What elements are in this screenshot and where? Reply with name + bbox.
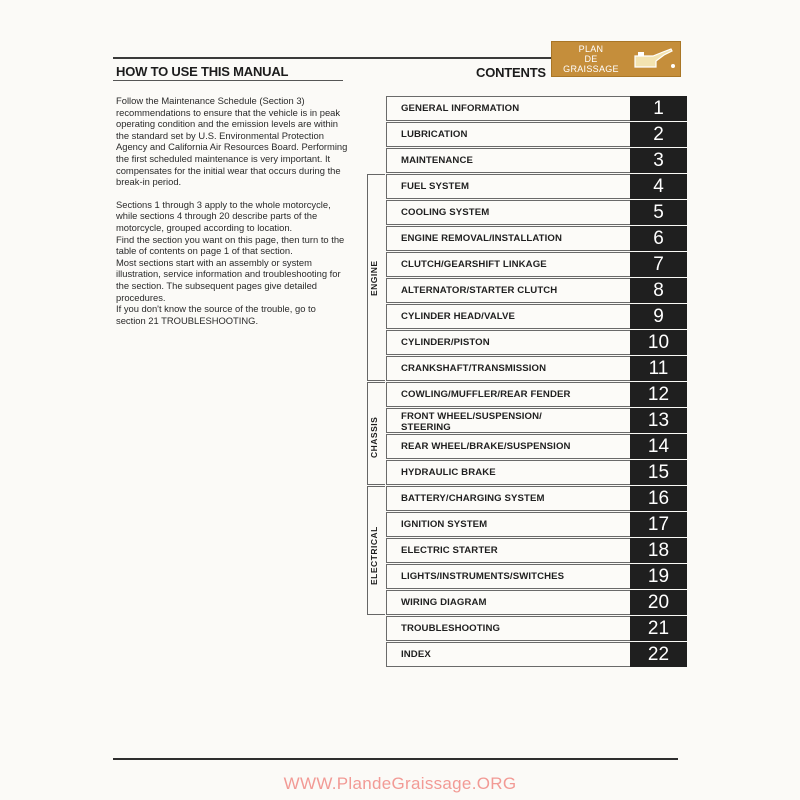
toc-label-line: HYDRAULIC BRAKE — [401, 467, 496, 478]
toc-section-label — [401, 259, 547, 270]
toc-section-label — [401, 571, 564, 582]
paragraph-troubleshooting: If you don't know the source of the trouble, go to section 21 TROUBLESHOOTING. — [116, 303, 316, 326]
toc-row[interactable] — [386, 616, 631, 641]
section-number: 2 — [653, 124, 664, 145]
section-number-tab[interactable] — [630, 434, 687, 459]
toc-section-label — [401, 103, 519, 114]
toc-label-line: BATTERY/CHARGING SYSTEM — [401, 493, 545, 504]
chassis-bracket — [367, 382, 368, 484]
toc-row[interactable] — [386, 122, 631, 147]
toc-row[interactable] — [386, 408, 631, 433]
section-number-tab[interactable] — [630, 486, 687, 511]
section-number: 20 — [647, 592, 670, 613]
toc-section-label — [401, 181, 469, 192]
toc-section-label — [401, 155, 473, 166]
toc-section-label — [401, 285, 557, 296]
section-number-tab[interactable] — [630, 512, 687, 537]
toc-label-line: ELECTRIC STARTER — [401, 545, 498, 556]
toc-label-line: COOLING SYSTEM — [401, 207, 490, 218]
how-to-use-title: HOW TO USE THIS MANUAL — [116, 64, 289, 79]
toc-label-line: STEERING — [401, 422, 451, 433]
toc-row[interactable] — [386, 252, 631, 277]
electrical-bracket-top — [367, 486, 385, 487]
toc-label-line: LIGHTS/INSTRUMENTS/SWITCHES — [401, 571, 565, 582]
toc-section-label — [401, 597, 487, 608]
toc-section-label — [401, 311, 515, 322]
toc-label-line: COWLING/MUFFLER/REAR FENDER — [401, 389, 571, 400]
toc-label-line: ENGINE REMOVAL/INSTALLATION — [401, 233, 562, 244]
electrical-bracket — [367, 486, 368, 614]
toc-section-label — [401, 389, 571, 400]
toc-section-label — [401, 207, 489, 218]
toc-row[interactable] — [386, 564, 631, 589]
toc-row[interactable] — [386, 642, 631, 667]
toc-section-label — [401, 441, 571, 452]
toc-section-label — [401, 363, 546, 374]
toc-row[interactable] — [386, 356, 631, 381]
toc-row[interactable] — [386, 538, 631, 563]
section-number: 15 — [647, 462, 670, 483]
toc-row[interactable] — [386, 200, 631, 225]
paragraph-schedule: Follow the Maintenance Schedule (Section 3) recommendations to ensure that the vehicle is in peak operating condition and the emission levels are within the standard set by U.S. Environmental Protection Agency and California Air Resources Board. Performing the first scheduled maintenance is very important. It compensates for the initial wear that occurs during the break-in period. — [116, 95, 348, 188]
section-number-tab[interactable] — [630, 330, 687, 355]
title-underline — [113, 80, 343, 81]
toc-section-label — [401, 411, 542, 433]
toc-label-line: MAINTENANCE — [401, 155, 473, 166]
toc-section-label — [401, 467, 496, 478]
section-number-tab[interactable] — [630, 642, 687, 667]
footer-url[interactable]: WWW.PlandeGraissage.ORG — [283, 774, 517, 793]
section-number: 21 — [647, 618, 670, 639]
toc-section-label — [401, 519, 487, 530]
section-number: 12 — [647, 384, 670, 405]
toc-row[interactable] — [386, 226, 631, 251]
toc-row[interactable] — [386, 304, 631, 329]
engine-bracket-bottom — [367, 380, 385, 381]
toc-label-line: GENERAL INFORMATION — [401, 103, 520, 114]
toc-label-line: CYLINDER HEAD/VALVE — [401, 311, 516, 322]
section-number: 5 — [653, 202, 664, 223]
toc-label-line: FRONT WHEEL/SUSPENSION/ — [401, 411, 542, 422]
section-number: 17 — [647, 514, 670, 535]
section-number-tab[interactable] — [630, 538, 687, 563]
toc-section-label — [401, 493, 545, 504]
section-number: 10 — [647, 332, 670, 353]
toc-row[interactable] — [386, 382, 631, 407]
chassis-bracket-top — [367, 382, 385, 383]
toc-section-label — [401, 623, 500, 634]
section-number-tab[interactable] — [630, 408, 687, 433]
logo-line-2: DE — [584, 54, 598, 64]
toc-row[interactable] — [386, 330, 631, 355]
section-number: 22 — [647, 644, 670, 665]
paragraph-find: Find the section you want on this page, then turn to the table of contents on page 1 of that section. — [116, 233, 345, 257]
section-number-tab[interactable] — [630, 590, 687, 615]
logo-line-1: PLAN — [578, 44, 604, 54]
section-number: 4 — [653, 176, 664, 197]
section-number-tab[interactable] — [630, 96, 687, 121]
toc-row[interactable] — [386, 590, 631, 615]
plan-de-graissage-logo — [551, 41, 681, 77]
section-number: 7 — [653, 254, 664, 275]
toc-row[interactable] — [386, 96, 631, 121]
section-number-tab[interactable] — [630, 278, 687, 303]
section-number: 13 — [647, 410, 670, 431]
toc-label-line: IGNITION SYSTEM — [401, 519, 488, 530]
electrical-group-label: ELECTRICAL — [369, 526, 379, 585]
section-number-tab[interactable] — [630, 460, 687, 485]
section-number-tab[interactable] — [630, 200, 687, 225]
section-number-tab[interactable] — [630, 356, 687, 381]
logo-line-3: GRAISSAGE — [563, 64, 619, 74]
section-number: 1 — [653, 98, 664, 119]
section-number: 19 — [647, 566, 670, 587]
toc-row[interactable] — [386, 174, 631, 199]
paragraph-sections: Sections 1 through 3 apply to the whole motorcycle, while sections 4 through 20 describe parts of the motorcycle, grouped according to location. — [116, 198, 331, 233]
toc-row[interactable] — [386, 148, 631, 173]
toc-label-line: CYLINDER/PISTON — [401, 337, 490, 348]
section-number: 9 — [653, 306, 664, 327]
engine-bracket — [367, 174, 368, 380]
bottom-rule — [113, 758, 678, 760]
chassis-group-label: CHASSIS — [369, 416, 379, 458]
paragraph-structure: Most sections start with an assembly or system illustration, service information and troubleshooting for the section. The subsequent pages give detailed procedures. — [116, 256, 341, 303]
section-number-tab[interactable] — [630, 226, 687, 251]
chassis-bracket-bottom — [367, 484, 385, 485]
toc-label-line: TROUBLESHOOTING — [401, 623, 501, 634]
section-number: 3 — [653, 150, 664, 171]
toc-label-line: INDEX — [401, 649, 431, 660]
toc-section-label — [401, 649, 431, 660]
section-number: 11 — [648, 358, 669, 379]
electrical-bracket-bottom — [367, 614, 385, 615]
toc-row[interactable] — [386, 434, 631, 459]
toc-section-label — [401, 233, 562, 244]
engine-group-label: ENGINE — [369, 260, 379, 296]
toc-row[interactable] — [386, 460, 631, 485]
section-number: 14 — [647, 436, 670, 457]
section-number: 18 — [647, 540, 670, 561]
section-number-tab[interactable] — [630, 174, 687, 199]
section-number: 6 — [653, 228, 664, 249]
toc-label-line: LUBRICATION — [401, 129, 468, 140]
toc-section-label — [401, 337, 490, 348]
toc-label-line: ALTERNATOR/STARTER CLUTCH — [401, 285, 558, 296]
oil-can-icon — [629, 46, 677, 72]
toc-label-line: REAR WHEEL/BRAKE/SUSPENSION — [401, 441, 571, 452]
toc-row[interactable] — [386, 486, 631, 511]
section-number-tab[interactable] — [630, 564, 687, 589]
section-number-tab[interactable] — [630, 616, 687, 641]
toc-label-line: CLUTCH/GEARSHIFT LINKAGE — [401, 259, 547, 270]
toc-label-line: CRANKSHAFT/TRANSMISSION — [401, 363, 547, 374]
section-number-tab[interactable] — [630, 382, 687, 407]
section-number-tab[interactable] — [630, 148, 687, 173]
contents-title: CONTENTS — [476, 65, 546, 80]
section-number-tab[interactable] — [630, 304, 687, 329]
section-number: 8 — [653, 280, 664, 301]
instructions-text — [116, 95, 348, 326]
section-number: 16 — [647, 488, 670, 509]
section-number-tab[interactable] — [630, 252, 687, 277]
toc-row[interactable] — [386, 512, 631, 537]
toc-section-label — [401, 545, 498, 556]
toc-section-label — [401, 129, 467, 140]
section-number-tab[interactable] — [630, 122, 687, 147]
toc-row[interactable] — [386, 278, 631, 303]
engine-bracket-top — [367, 174, 385, 175]
toc-label-line: FUEL SYSTEM — [401, 181, 470, 192]
logo-text — [556, 44, 626, 74]
toc-label-line: WIRING DIAGRAM — [401, 597, 487, 608]
